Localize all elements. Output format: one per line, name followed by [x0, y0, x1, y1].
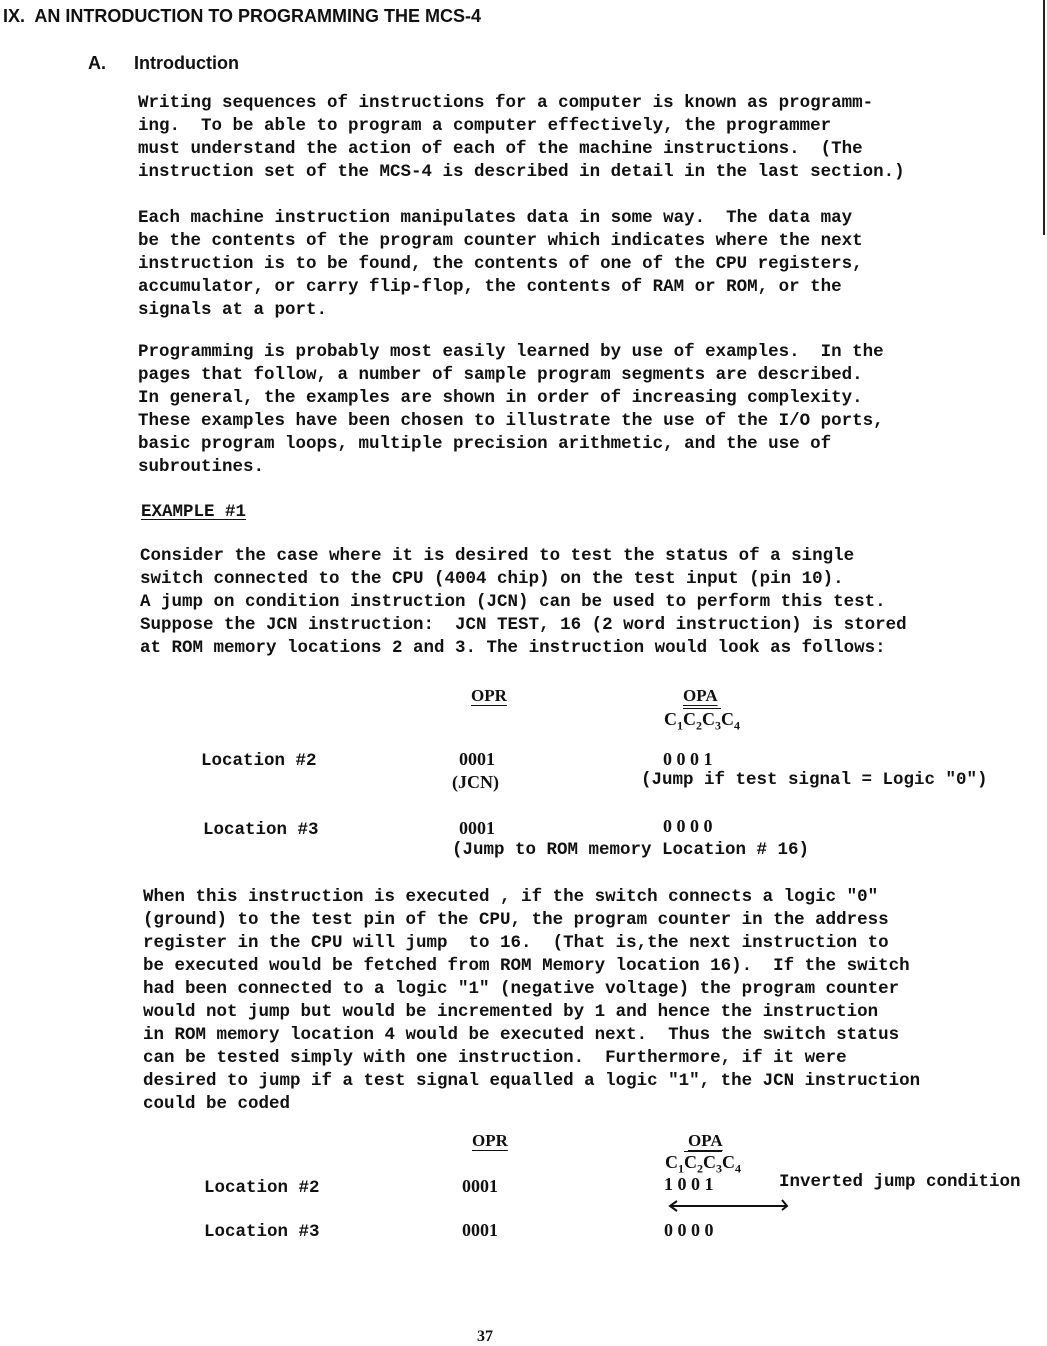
text-line: register in the CPU will jump to 16. (That is,the next instruction to: [143, 933, 889, 953]
opr-header: OPR: [471, 686, 507, 705]
text-line: ing. To be able to program a computer effectively, the programmer: [138, 116, 832, 136]
text-line: (ground) to the test pin of the CPU, the program counter in the address: [143, 910, 889, 930]
section-title: IX. AN INTRODUCTION TO PROGRAMMING THE MCS-4: [3, 6, 482, 26]
text-line: Each machine instruction manipulates data in some way. The data may: [138, 208, 853, 228]
text-line: Programming is probably most easily learned by use of examples. In the: [138, 342, 884, 362]
opa-header-2: OPA: [688, 1131, 723, 1150]
text-line: A jump on condition instruction (JCN) can be used to perform this test.: [140, 592, 886, 612]
text-line: had been connected to a logic "1" (negative voltage) the program counter: [143, 979, 900, 999]
location-2-opr-note: (JCN): [452, 772, 499, 792]
text-line: in ROM memory location 4 would be executed next. Thus the switch status: [143, 1025, 900, 1045]
bit-labels-2: $C_1C_2C_3C_4$: [665, 1152, 741, 1176]
text-line: These examples have been chosen to illustrate the use of the I/O ports,: [138, 411, 884, 431]
text-line: In general, the examples are shown in order of increasing complexity.: [138, 388, 863, 408]
paragraph-2: [138, 207, 1038, 322]
text-line: instruction set of the MCS-4 is described in detail in the last section.): [138, 162, 905, 182]
text-line: can be tested simply with one instruction. Furthermore, if it were: [143, 1048, 847, 1068]
location-3-note: (Jump to ROM memory Location # 16): [452, 840, 810, 860]
location-3-opr-2: 0001: [462, 1220, 498, 1240]
example-heading: EXAMPLE #1: [141, 502, 247, 522]
bit-labels: $C_1C_2C_3C_4$: [664, 709, 740, 733]
text-line: signals at a port.: [138, 300, 328, 320]
opr-header-2: OPR: [472, 1131, 508, 1150]
text-line: basic program loops, multiple precision arithmetic, and the use of: [138, 434, 832, 454]
text-line: When this instruction is executed , if the switch connects a logic "0": [143, 887, 879, 907]
text-line: must understand the action of each of the machine instructions. (The: [138, 139, 863, 159]
subsection-letter: A.: [88, 53, 106, 73]
text-line: would not jump but would be incremented by 1 and hence the instruction: [143, 1002, 879, 1022]
text-line: be the contents of the program counter which indicates where the next: [138, 231, 863, 251]
subsection-heading: [88, 53, 239, 74]
text-line: could be coded: [143, 1094, 291, 1114]
text-line: desired to jump if a test signal equalled a logic "1", the JCN instruction: [143, 1071, 921, 1091]
text-line: be executed would be fetched from ROM Memory location 16). If the switch: [143, 956, 910, 976]
text-line: switch connected to the CPU (4004 chip) on the test input (pin 10).: [140, 569, 844, 589]
location-3-label: Location #3: [203, 820, 319, 840]
subsection-title: Introduction: [134, 53, 239, 73]
location-2-opa-2: 1 0 0 1: [664, 1174, 714, 1194]
location-3-label-2: Location #3: [204, 1222, 320, 1242]
location-3-opr: 0001: [459, 818, 495, 838]
location-2-opa: 0 0 0 1: [663, 749, 713, 769]
text-line: at ROM memory locations 2 and 3. The instruction would look as follows:: [140, 638, 886, 658]
text-line: instruction is to be found, the contents of one of the CPU registers,: [138, 254, 863, 274]
opa-header: OPA: [683, 686, 718, 705]
bit-arrow: [662, 1196, 794, 1212]
location-3-opa-2: 0 0 0 0: [664, 1220, 714, 1240]
text-line: subroutines.: [138, 457, 265, 477]
location-2-opr-2: 0001: [462, 1176, 498, 1196]
inverted-jump-note: Inverted jump condition: [779, 1172, 1021, 1192]
location-2-opa-note: (Jump if test signal = Logic "0"): [641, 770, 988, 790]
paragraph-3: [138, 341, 1038, 479]
location-2-label: Location #2: [201, 751, 317, 771]
paragraph-5: [143, 886, 1043, 1116]
location-2-opr: 0001: [459, 749, 495, 769]
paragraph-4: [140, 545, 1040, 660]
location-3-opa: 0 0 0 0: [663, 816, 713, 836]
text-line: Suppose the JCN instruction: JCN TEST, 16 (2 word instruction) is stored: [140, 615, 907, 635]
page-number: 37: [477, 1328, 493, 1345]
text-line: Consider the case where it is desired to test the status of a single: [140, 546, 855, 566]
location-2-label-2: Location #2: [204, 1178, 320, 1198]
text-line: Writing sequences of instructions for a computer is known as programm-: [138, 93, 874, 113]
paragraph-1: [138, 92, 1038, 184]
text-line: pages that follow, a number of sample program segments are described.: [138, 365, 863, 385]
scan-edge-line: [1043, 0, 1045, 235]
text-line: accumulator, or carry flip-flop, the contents of RAM or ROM, or the: [138, 277, 842, 297]
